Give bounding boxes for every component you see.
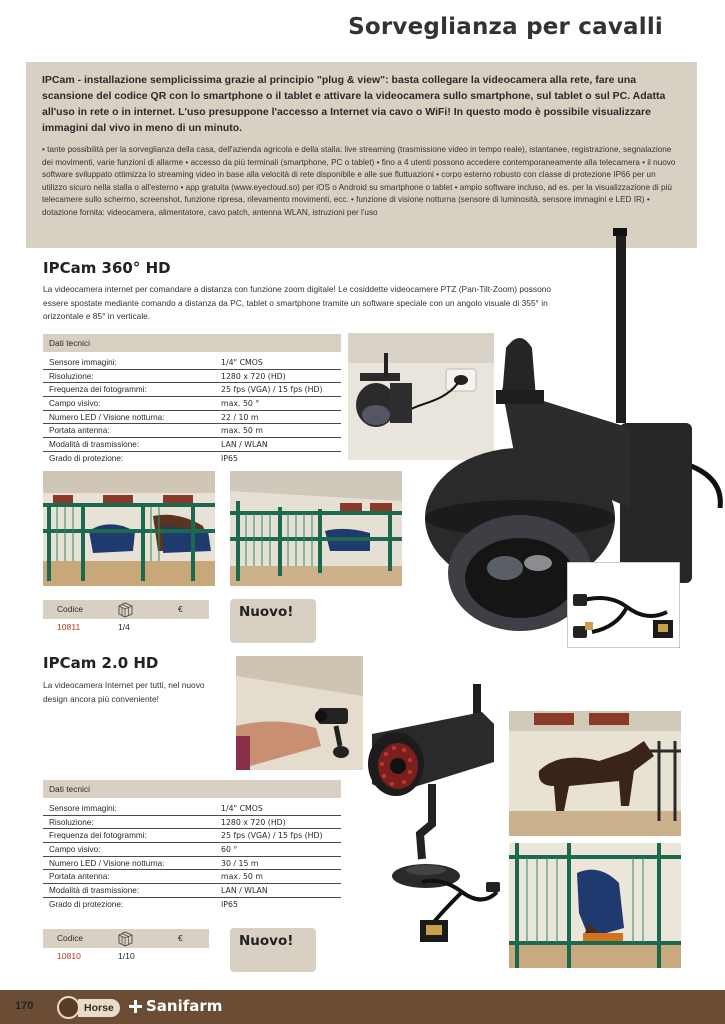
spec-value: IP65: [221, 899, 238, 909]
sanifarm-brand-logo: [128, 997, 222, 1015]
spec-row: [43, 843, 341, 857]
spec-row: [43, 424, 341, 438]
page-number: 170: [15, 1000, 34, 1012]
spec-label: Campo visivo:: [49, 399, 101, 409]
spec-label: Frequenza dei fotogrammi:: [49, 831, 147, 841]
intro-features: • tante possibilità per la sorveglianza della casa, dell'azienda agricola e della stalla: live streaming (trasmissione video in tempo reale), istantanee, registrazione, segnalazione dei movimenti, varie funzioni di allarme • accesso da più terminali (smartphone, PC o tablet) • fino a 4 utenti possono accedere contemporaneamente alla telecamera • il nuovo software sviluppato ottimizza lo streaming video in base alla velocità di rete disponibile e alle sue fluttuazioni • corpo esterno robusto con classe di protezione IP66 per un utilizzo sicuro nella stalla o all'esterno • app gratuita (www.eyecloud.so) per iOS o Android su smartphone o tablet • ampio software incluso, ad es. per la visualizzazione di più telecamere sullo schermo, screenshot, funzione ripresa, rilevamento movimenti, ecc. • funzione di visione notturna (sensore di luminosità, sensore immagini e LED IR) • dotazione fornita: videocamera, alimentatore, cavo patch, antenna WLAN, istruzioni per l'uso: [42, 145, 676, 217]
spec-label: Portata antenna:: [49, 426, 110, 436]
photo-stable-aisle: [230, 471, 402, 586]
photo-mounting-camera: [236, 656, 363, 770]
order-code-header: Codice: [57, 604, 84, 614]
product-description: La videocamera internet per comandare a distanza con funzione zoom digitale! Le cosiddette videocamere PTZ (Pan-Tilt-Zoom) possono essere spostate mediante comando a distanza da PC, tablet o smartphone tramite un software speciale con un angolo visuale di 355° in orizzontale e 85° in verticale.: [43, 284, 552, 321]
photo-stable-horses: [43, 471, 215, 586]
horseshoe-icon: [57, 996, 80, 1019]
horse-brand-logo: [57, 996, 120, 1019]
new-badge: Nuovo!: [230, 599, 316, 643]
product-title: IPCam 2.0 HD: [43, 654, 159, 672]
spec-value: LAN / WLAN: [221, 886, 268, 896]
spec-label: Sensore immagini:: [49, 358, 117, 367]
spec-value: max. 50 m: [221, 872, 263, 882]
spec-table-header: Dati tecnici: [43, 780, 341, 798]
spec-value: IP65: [221, 453, 238, 463]
pack-quantity: 1/4: [118, 622, 130, 632]
product-title: IPCam 360° HD: [43, 259, 171, 277]
product-description: La videocamera Internet per tutti, nel nuovo design ancora più conveniente!: [43, 680, 205, 704]
spec-value: 1/4" CMOS: [221, 804, 263, 813]
spec-row: [43, 356, 341, 370]
spec-label: Risoluzione:: [49, 371, 94, 381]
package-units-icon: [117, 601, 134, 618]
spec-label: Frequenza dei fotogrammi:: [49, 385, 147, 395]
article-code: 10811: [57, 622, 81, 632]
spec-value: 25 fps (VGA) / 15 fps (HD): [221, 831, 323, 841]
spec-row: [43, 383, 341, 397]
spec-row: [43, 857, 341, 871]
intro-box: [26, 62, 697, 248]
spec-label: Campo visivo:: [49, 845, 101, 855]
spec-row: [43, 816, 341, 830]
spec-row: [43, 397, 341, 411]
spec-value: 1280 x 720 (HD): [221, 817, 286, 827]
package-units-icon: [117, 930, 134, 947]
spec-row: [43, 870, 341, 884]
spec-label: Grado di protezione:: [49, 899, 124, 909]
spec-label: Modalità di trasmissione:: [49, 440, 140, 450]
spec-label: Grado di protezione:: [49, 453, 124, 463]
article-code: 10810: [57, 951, 81, 961]
spec-table: [43, 334, 341, 466]
spec-row: [43, 884, 341, 898]
photo-horse-with-blanket: [509, 843, 681, 968]
sanifarm-brand-text: Sanifarm: [146, 997, 223, 1015]
spec-value: 60 °: [221, 845, 238, 855]
spec-table-header: Dati tecnici: [43, 334, 341, 352]
spec-row: [43, 452, 341, 466]
spec-row: [43, 411, 341, 425]
spec-value: 25 fps (VGA) / 15 fps (HD): [221, 385, 323, 395]
order-price-header: €: [178, 933, 183, 943]
spec-value: 30 / 15 m: [221, 858, 259, 868]
spec-label: Portata antenna:: [49, 872, 110, 882]
spec-table: [43, 780, 341, 912]
spec-value: max. 50 °: [221, 399, 260, 409]
page-title: Sorveglianza per cavalli: [348, 14, 663, 40]
intro-lead: IPCam - installazione semplicissima grazie al principio "plug & view": basta collegare la videocamera alla rete, fare una scansione del codice QR con lo smartphone o il tablet e attivare la videocamera sullo smartphone, sul tablet o sul PC. Adatta all'uso in rete o in internet. L'uso presuppone l'accesso a Internet via cavo o WiFi! In questo modo è possibile visualizzare immagini dal vivo in meno di un minuto.: [42, 74, 666, 134]
spec-label: Numero LED / Visione notturna:: [49, 858, 165, 868]
spec-value: 1/4" CMOS: [221, 358, 263, 367]
spec-row: [43, 438, 341, 452]
pack-quantity: 1/10: [118, 951, 135, 961]
spec-label: Modalità di trasmissione:: [49, 886, 140, 896]
order-header: [43, 929, 209, 948]
spec-value: LAN / WLAN: [221, 440, 268, 450]
order-price-header: €: [178, 604, 183, 614]
spec-label: Numero LED / Visione notturna:: [49, 412, 165, 422]
spec-row: [43, 898, 341, 912]
order-code-header: Codice: [57, 933, 84, 943]
spec-label: Risoluzione:: [49, 817, 94, 827]
spec-label: Sensore immagini:: [49, 804, 117, 813]
spec-value: max. 50 m: [221, 426, 263, 436]
new-badge: Nuovo!: [230, 928, 316, 972]
spec-value: 22 / 10 m: [221, 412, 259, 422]
photo-horse-in-stall: [509, 711, 681, 836]
cross-icon: [128, 999, 143, 1014]
spec-row: [43, 829, 341, 843]
photo-cable-connector: [402, 872, 514, 950]
horse-brand-text: Horse: [78, 999, 120, 1017]
spec-row: [43, 370, 341, 384]
order-header: [43, 600, 209, 619]
photo-cable-connector: [567, 562, 680, 648]
spec-row: [43, 802, 341, 816]
spec-value: 1280 x 720 (HD): [221, 371, 286, 381]
photo-bullet-camera: [362, 684, 500, 894]
